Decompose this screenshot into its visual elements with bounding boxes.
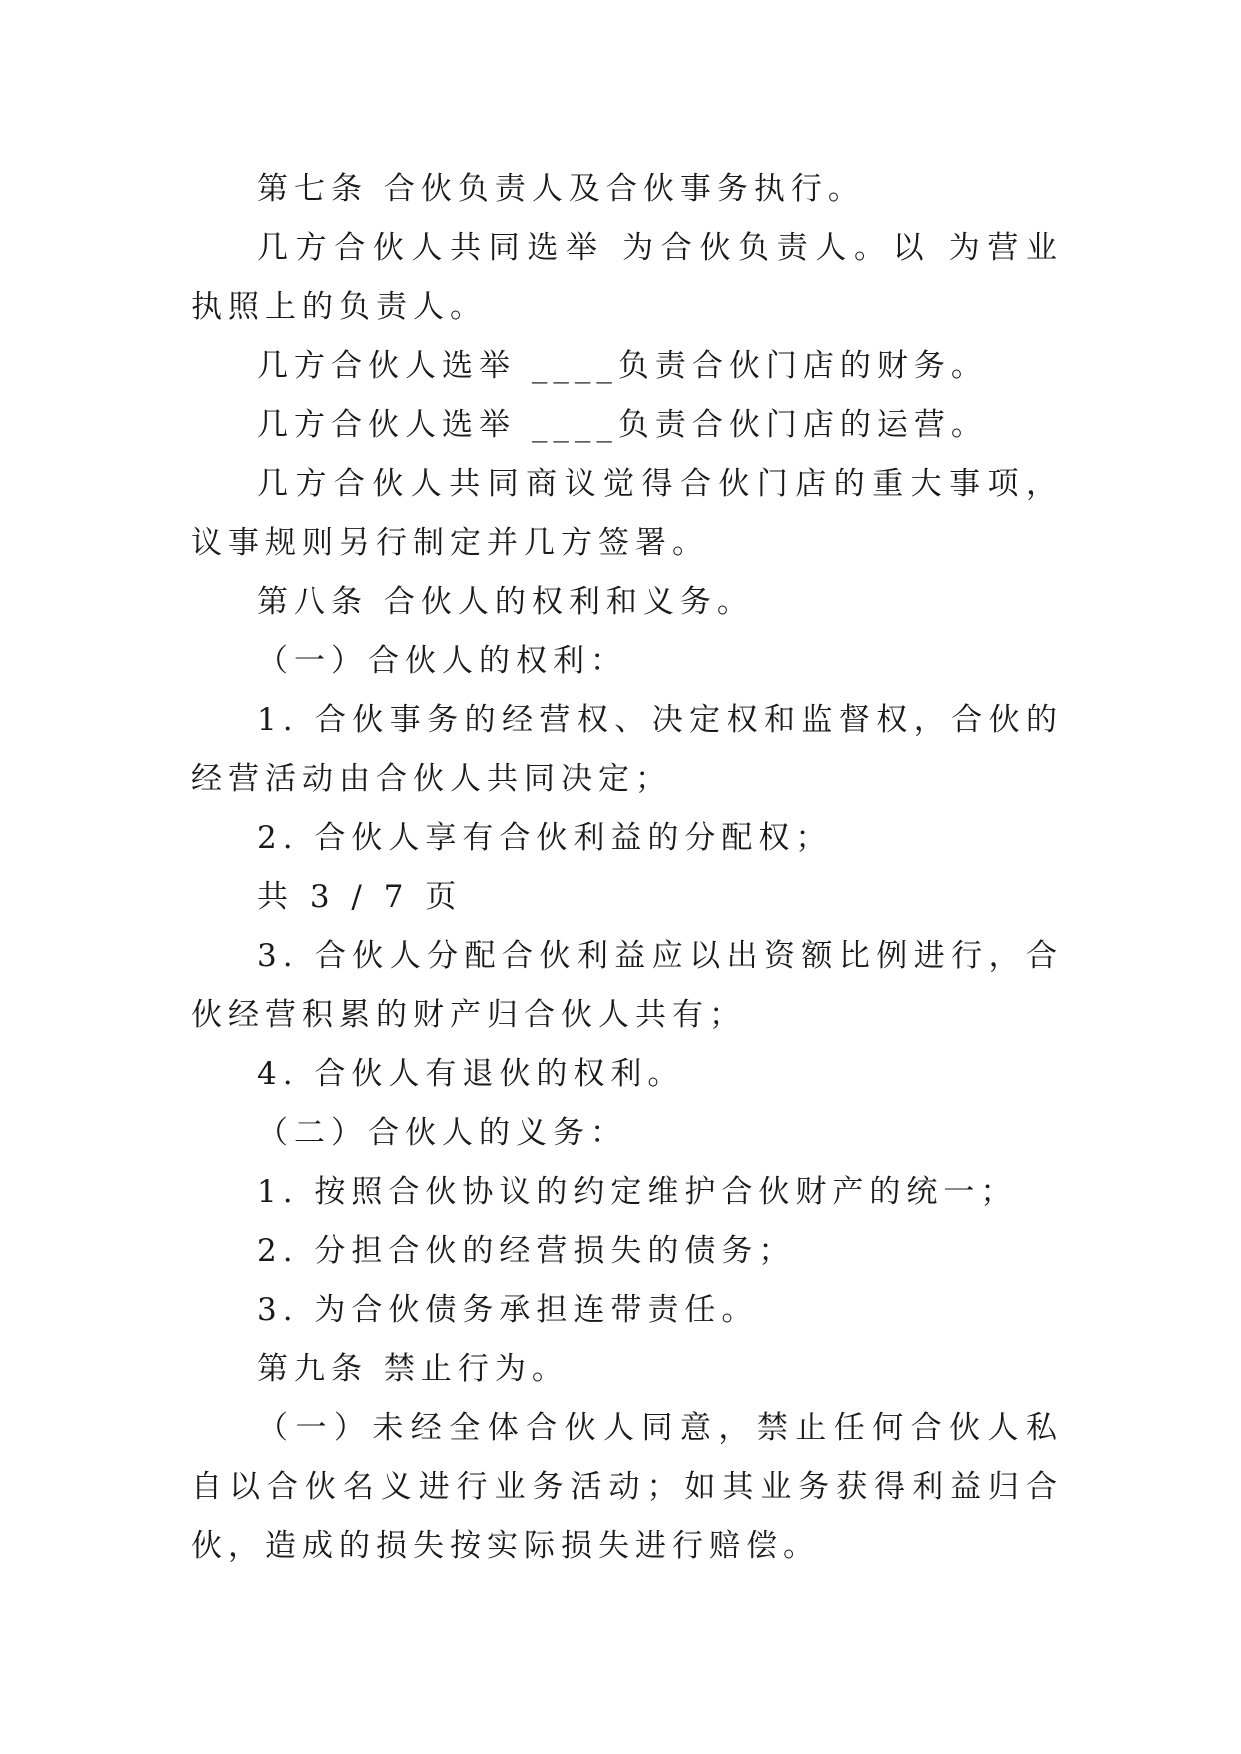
- rights-item-2: 2. 合伙人享有合伙利益的分配权；: [257, 820, 833, 856]
- prohibited-item-1: （一）未经全体合伙人同意，禁止任何合伙人私自以合伙名义进行业务活动；如其业务获得利益归合伙，造成的损失按实际损失进行赔偿。: [191, 1410, 1063, 1564]
- paragraph-major-matters: 几方合伙人共同商议觉得合伙门店的重大事项，议事规则另行制定并几方签署。: [191, 466, 1063, 561]
- paragraph-operation-responsible: 几方合伙人选举 ____负责合伙门店的运营。: [257, 407, 988, 443]
- obligations-item-3: 3. 为合伙债务承担连带责任。: [257, 1292, 759, 1328]
- rights-item-3: 3. 合伙人分配合伙利益应以出资额比例进行，合伙经营积累的财产归合伙人共有；: [191, 938, 1063, 1033]
- rights-item-4: 4. 合伙人有退伙的权利。: [257, 1056, 685, 1092]
- section-partner-obligations-heading: （二）合伙人的义务：: [257, 1115, 627, 1151]
- article-8-heading: 第八条 合伙人的权利和义务。: [257, 584, 754, 620]
- document-body: [191, 160, 1063, 1576]
- page-number-label: 共 3 / 7 页: [257, 879, 463, 915]
- obligations-item-2: 2. 分担合伙的经营损失的债务；: [257, 1233, 796, 1269]
- paragraph-elect-responsible-person: 几方合伙人共同选举 为合伙负责人。以 为营业执照上的负责人。: [191, 230, 1063, 325]
- article-7-heading: 第七条 合伙负责人及合伙事务执行。: [257, 171, 865, 207]
- section-partner-rights-heading: （一）合伙人的权利：: [257, 643, 627, 679]
- article-9-heading: 第九条 禁止行为。: [257, 1351, 569, 1387]
- rights-item-1: 1. 合伙事务的经营权、决定权和监督权，合伙的经营活动由合伙人共同决定；: [191, 702, 1063, 797]
- obligations-item-1: 1. 按照合伙协议的约定维护合伙财产的统一；: [257, 1174, 1018, 1210]
- paragraph-finance-responsible: 几方合伙人选举 ____负责合伙门店的财务。: [257, 348, 988, 384]
